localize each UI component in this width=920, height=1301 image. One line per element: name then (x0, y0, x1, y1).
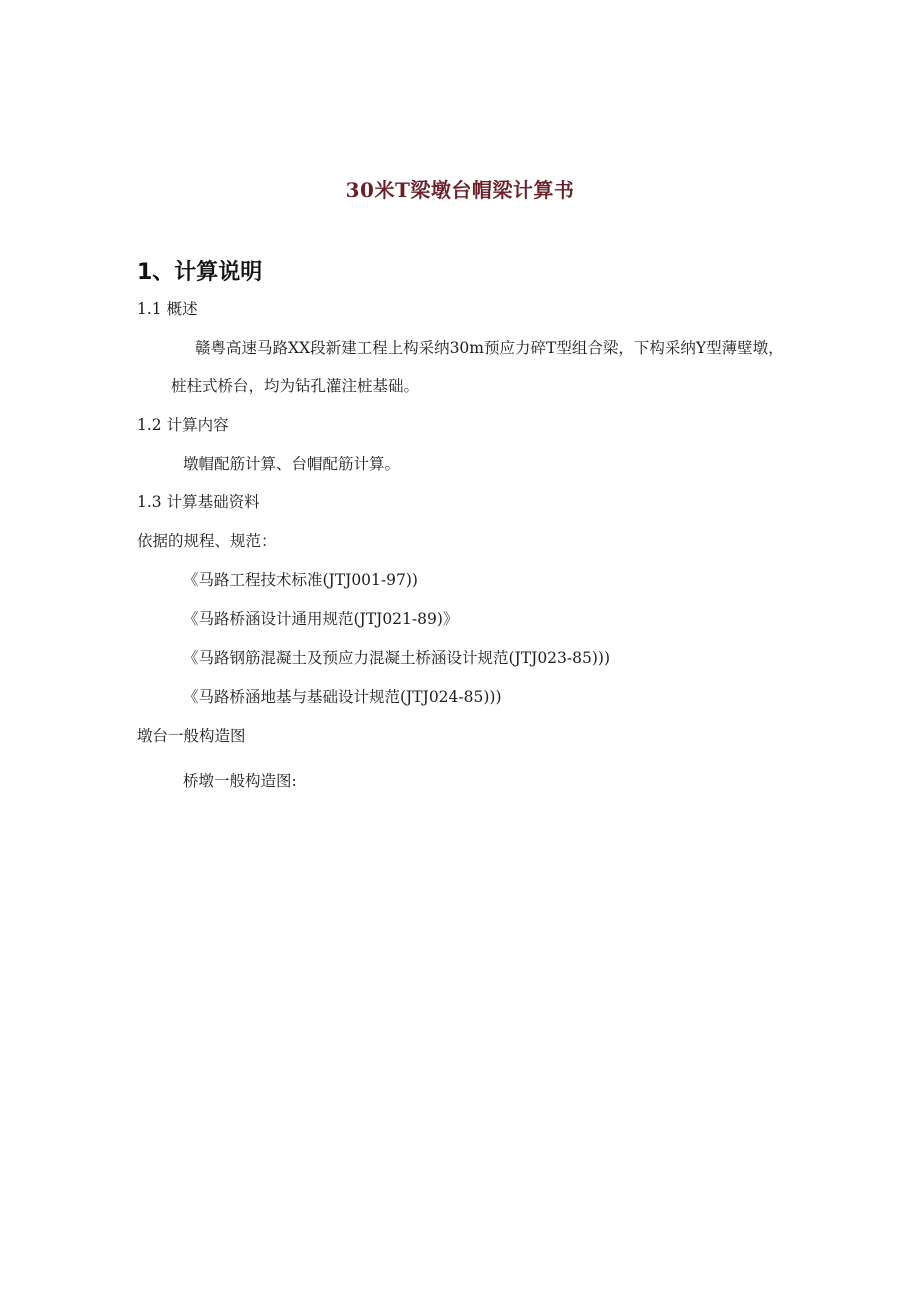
code-item: 《马路桥涵设计通用规范(JTJ021-89)》 (183, 610, 459, 628)
subsection-calculation-content: 1.2 计算内容 (137, 416, 229, 434)
overview-paragraph-line1: 赣粤高速马路XX段新建工程上构采纳30m预应力碎T型组合梁，下构采纳Y型薄壁墩， (195, 339, 784, 357)
calculation-content-paragraph: 墩帽配筋计算、台帽配筋计算。 (183, 455, 401, 473)
basis-codes-label: 依据的规程、规范： (137, 532, 277, 550)
subsection-basic-data: 1.3 计算基础资料 (137, 493, 260, 511)
code-item: 《马路工程技术标准(JTJ001-97)) (183, 571, 418, 589)
section-heading-calculation-notes: 1、计算说明 (137, 260, 263, 285)
drawing-label: 墩台一般构造图 (137, 727, 246, 745)
code-item: 《马路桥涵地基与基础设计规范(JTJ024-85))) (183, 688, 502, 706)
code-item: 《马路钢筋混凝土及预应力混凝土桥涵设计规范(JTJ023-85))) (183, 649, 611, 667)
pier-drawing-label: 桥墩一般构造图: (183, 772, 297, 790)
overview-paragraph-line2: 桩柱式桥台，均为钻孔灌注桩基础。 (171, 377, 420, 395)
subsection-overview: 1.1 概述 (137, 300, 198, 318)
document-title: 30米T梁墩台帽梁计算书 (345, 178, 575, 202)
